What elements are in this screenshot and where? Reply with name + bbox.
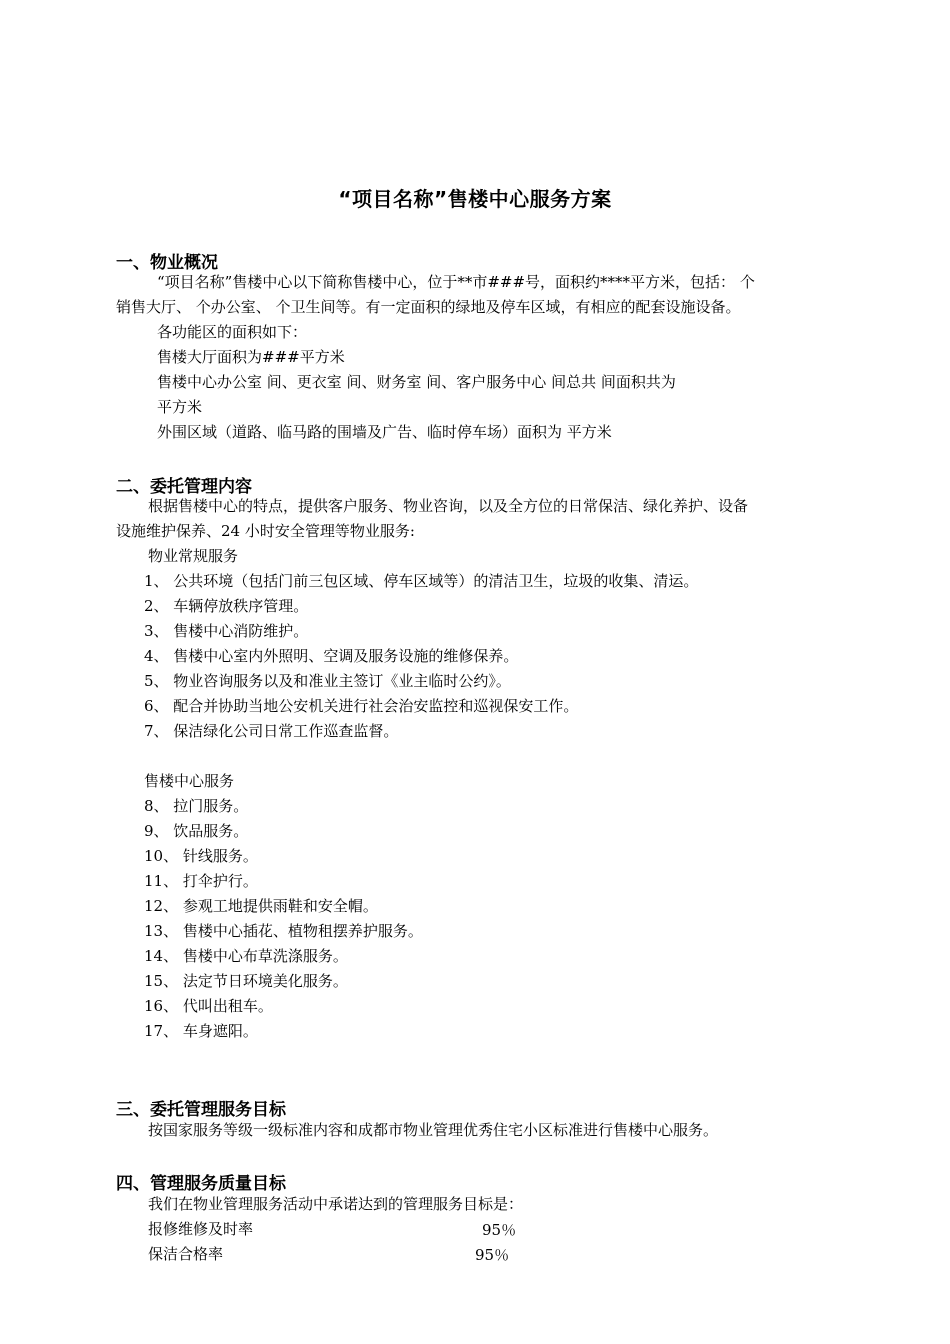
list-item: 13、 售楼中心插花、植物租摆养护服务。 — [144, 922, 423, 940]
section-heading-service-goal: 三、委托管理服务目标 — [116, 1100, 286, 1120]
area-item: 售楼中心办公室 间、更衣室 间、财务室 间、客户服务中心 间总共 间面积共为 — [157, 373, 676, 391]
quality-goal-intro: 我们在物业管理服务活动中承诺达到的管理服务目标是： — [148, 1195, 524, 1213]
overview-paragraph-line: “项目名称”售楼中心以下简称售楼中心，位于**市###号，面积约****平方米，包括： 个 — [157, 273, 755, 291]
content-intro-line: 设施维护保养、24 小时安全管理等物业服务: — [116, 522, 415, 540]
list-item: 12、 参观工地提供雨鞋和安全帽。 — [144, 897, 378, 915]
areas-intro: 各功能区的面积如下： — [157, 323, 308, 341]
list-item: 3、 售楼中心消防维护。 — [144, 622, 309, 640]
list-item: 7、 保洁绿化公司日常工作巡查监督。 — [144, 722, 399, 740]
target-label: 保洁合格率 — [148, 1245, 224, 1263]
area-item: 售楼大厅面积为###平方米 — [157, 348, 345, 366]
section-heading-management-content: 二、委托管理内容 — [116, 477, 252, 497]
list-item: 10、 针线服务。 — [144, 847, 258, 865]
target-value: 95％ — [475, 1246, 510, 1264]
section-heading-quality-goal: 四、管理服务质量目标 — [116, 1174, 286, 1194]
service-goal-text: 按国家服务等级一级标准内容和成都市物业管理优秀住宅小区标准进行售楼中心服务。 — [148, 1121, 719, 1139]
section-heading-property-overview: 一、物业概况 — [116, 253, 218, 273]
list-item: 11、 打伞护行。 — [144, 872, 258, 890]
area-item: 外围区域（道路、临马路的围墙及广告、临时停车场）面积为 平方米 — [157, 423, 612, 441]
list-item: 9、 饮品服务。 — [144, 822, 249, 840]
document-title: “项目名称”售楼中心服务方案 — [338, 187, 612, 211]
list-item: 15、 法定节日环境美化服务。 — [144, 972, 348, 990]
list-item: 5、 物业咨询服务以及和准业主签订《业主临时公约》。 — [144, 672, 511, 690]
list-item: 16、 代叫出租车。 — [144, 997, 273, 1015]
list-item: 6、 配合并协助当地公安机关进行社会治安监控和巡视保安工作。 — [144, 697, 579, 715]
target-value: 95％ — [482, 1221, 517, 1239]
list-item: 8、 拉门服务。 — [144, 797, 249, 815]
regular-services-title: 物业常规服务 — [148, 547, 239, 565]
content-intro-line: 根据售楼中心的特点，提供客户服务、物业咨询，以及全方位的日常保洁、绿化养护、设备 — [148, 497, 749, 515]
list-item: 14、 售楼中心布草洗涤服务。 — [144, 947, 348, 965]
target-label: 报修维修及时率 — [148, 1220, 254, 1238]
sales-services-title: 售楼中心服务 — [144, 772, 235, 790]
overview-paragraph-line: 销售大厅、 个办公室、 个卫生间等。有一定面积的绿地及停车区域，有相应的配套设施设备。 — [116, 298, 741, 316]
list-item: 2、 车辆停放秩序管理。 — [144, 597, 309, 615]
list-item: 17、 车身遮阳。 — [144, 1022, 258, 1040]
list-item: 1、 公共环境（包括门前三包区域、停车区域等）的清洁卫生，垃圾的收集、清运。 — [144, 572, 699, 590]
area-item-continued: 平方米 — [157, 398, 203, 416]
list-item: 4、 售楼中心室内外照明、空调及服务设施的维修保养。 — [144, 647, 519, 665]
